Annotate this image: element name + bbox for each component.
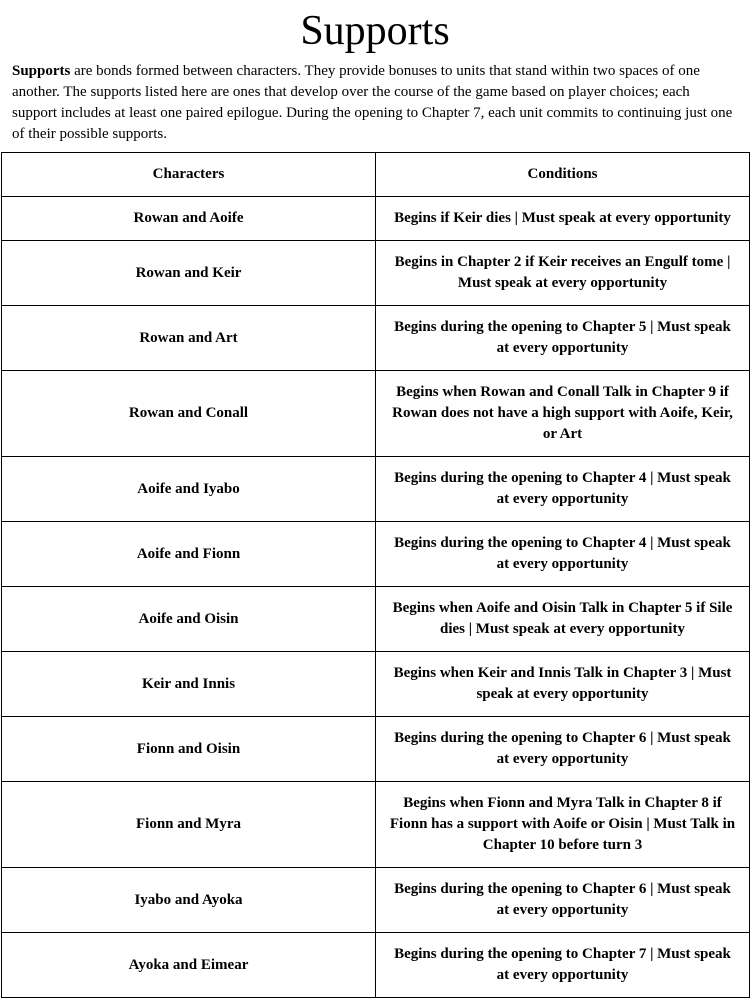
intro-bold-term: Supports	[12, 63, 71, 79]
header-characters: Characters	[2, 153, 376, 197]
conditions-cell: Begins when Aoife and Oisin Talk in Chapter 5 if Sile dies | Must speak at every opportunity	[376, 587, 750, 652]
characters-cell: Rowan and Conall	[2, 371, 376, 457]
page-title: Supports	[300, 8, 450, 54]
conditions-cell: Begins during the opening to Chapter 4 | Must speak at every opportunity	[376, 522, 750, 587]
conditions-cell: Begins when Rowan and Conall Talk in Chapter 9 if Rowan does not have a high support with Aoife, Keir, or Art	[376, 371, 750, 457]
conditions-cell: Begins during the opening to Chapter 5 | Must speak at every opportunity	[376, 306, 750, 371]
table-row	[2, 522, 750, 587]
characters-cell: Rowan and Art	[2, 306, 376, 371]
conditions-cell: Begins during the opening to Chapter 4 | Must speak at every opportunity	[376, 457, 750, 522]
characters-cell: Aoife and Fionn	[2, 522, 376, 587]
supports-table	[1, 152, 750, 998]
characters-cell: Fionn and Oisin	[2, 717, 376, 782]
table-row	[2, 587, 750, 652]
characters-cell: Fionn and Myra	[2, 782, 376, 868]
conditions-cell: Begins during the opening to Chapter 6 | Must speak at every opportunity	[376, 717, 750, 782]
table-row	[2, 197, 750, 241]
table-row	[2, 717, 750, 782]
conditions-cell: Begins when Keir and Innis Talk in Chapter 3 | Must speak at every opportunity	[376, 652, 750, 717]
conditions-cell: Begins if Keir dies | Must speak at every opportunity	[376, 197, 750, 241]
table-row	[2, 306, 750, 371]
table-row	[2, 868, 750, 933]
table-row	[2, 371, 750, 457]
intro-text: are bonds formed between characters. They provide bonuses to units that stand within two spaces of one another. The supports listed here are ones that develop over the course of the game based on player choices; each support includes at least one paired epilogue. During the opening to Chapter 7, each unit commits to continuing just one of their possible supports.	[12, 63, 733, 142]
table-row	[2, 933, 750, 998]
table-row	[2, 241, 750, 306]
characters-cell: Iyabo and Ayoka	[2, 868, 376, 933]
header-conditions: Conditions	[376, 153, 750, 197]
table-row	[2, 782, 750, 868]
characters-cell: Ayoka and Eimear	[2, 933, 376, 998]
characters-cell: Rowan and Aoife	[2, 197, 376, 241]
conditions-cell: Begins during the opening to Chapter 7 | Must speak at every opportunity	[376, 933, 750, 998]
conditions-cell: Begins in Chapter 2 if Keir receives an Engulf tome | Must speak at every opportunity	[376, 241, 750, 306]
table-header-row	[2, 153, 750, 197]
characters-cell: Keir and Innis	[2, 652, 376, 717]
table-row	[2, 652, 750, 717]
intro-paragraph	[12, 61, 738, 145]
conditions-cell: Begins during the opening to Chapter 6 | Must speak at every opportunity	[376, 868, 750, 933]
characters-cell: Aoife and Oisin	[2, 587, 376, 652]
table-row	[2, 457, 750, 522]
characters-cell: Rowan and Keir	[2, 241, 376, 306]
conditions-cell: Begins when Fionn and Myra Talk in Chapter 8 if Fionn has a support with Aoife or Oisin | Must Talk in Chapter 10 before turn 3	[376, 782, 750, 868]
characters-cell: Aoife and Iyabo	[2, 457, 376, 522]
